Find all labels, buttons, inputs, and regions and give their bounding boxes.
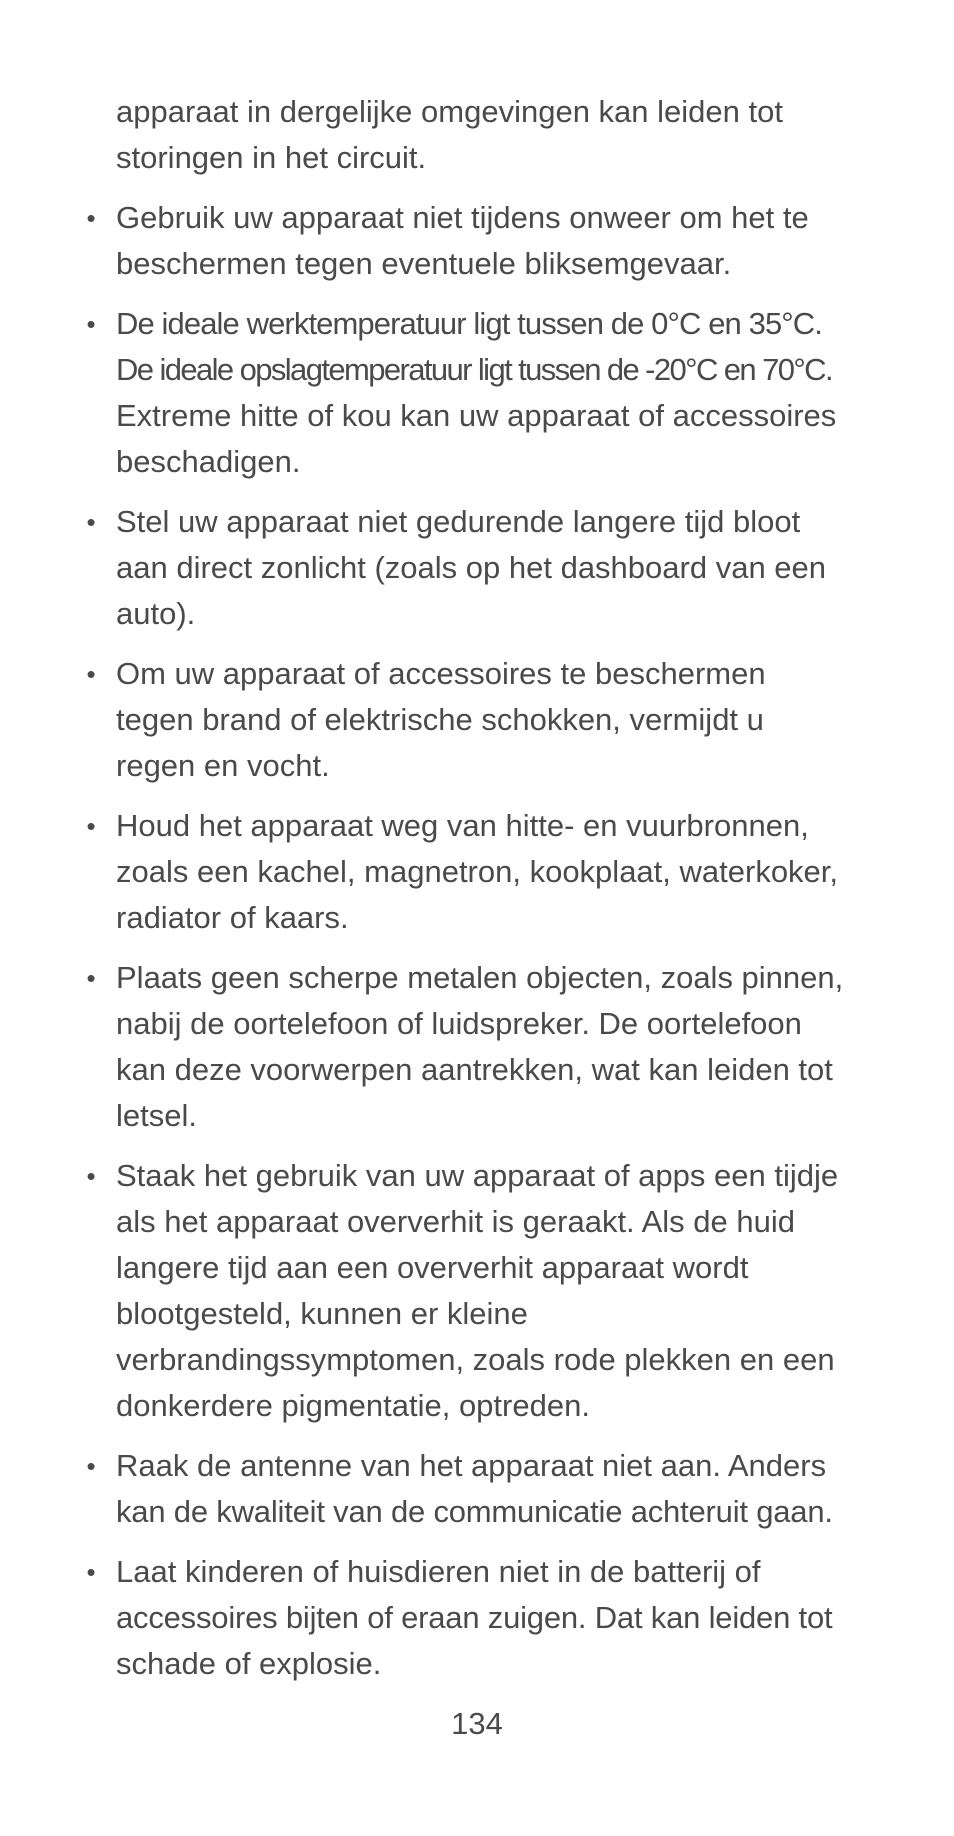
continuation-paragraph bbox=[0, 89, 954, 181]
text-line: kan deze voorwerpen aantrekken, wat kan leiden tot bbox=[116, 1052, 833, 1087]
bullet-icon: • bbox=[86, 963, 96, 993]
bullet-icon: • bbox=[86, 811, 96, 841]
text-line: De ideale opslagtemperatuur ligt tussen de -20°C en 70°C. bbox=[116, 352, 832, 387]
text-line: blootgesteld, kunnen er kleine bbox=[116, 1296, 528, 1331]
text-line: tegen brand of elektrische schokken, vermijdt u bbox=[116, 702, 764, 737]
text-line: Laat kinderen of huisdieren niet in de batterij of bbox=[116, 1554, 761, 1589]
bullet-icon: • bbox=[86, 309, 96, 339]
safety-text bbox=[0, 89, 954, 1701]
text-line: regen en vocht. bbox=[116, 748, 330, 783]
text-line: donkerdere pigmentatie, optreden. bbox=[116, 1388, 590, 1423]
text-line: Om uw apparaat of accessoires te beschermen bbox=[116, 656, 766, 691]
bullet-item-antenna bbox=[0, 1443, 954, 1535]
text-line: Plaats geen scherpe metalen objecten, zoals pinnen, bbox=[116, 960, 844, 995]
text-line: Houd het apparaat weg van hitte- en vuurbronnen, bbox=[116, 808, 809, 843]
bullet-item-overheating bbox=[0, 1153, 954, 1429]
text-line: Extreme hitte of kou kan uw apparaat of accessoires bbox=[116, 398, 837, 433]
text-line: De ideale werktemperatuur ligt tussen de 0°C en 35°C. bbox=[116, 306, 822, 341]
text-line: nabij de oortelefoon of luidspreker. De oortelefoon bbox=[116, 1006, 802, 1041]
text-line: Gebruik uw apparaat niet tijdens onweer om het te bbox=[116, 200, 809, 235]
text-line: radiator of kaars. bbox=[116, 900, 349, 935]
text-line: als het apparaat oververhit is geraakt. Als de huid bbox=[116, 1204, 795, 1239]
bullet-icon: • bbox=[86, 203, 96, 233]
bullet-icon: • bbox=[86, 1161, 96, 1191]
text-line: accessoires bijten of eraan zuigen. Dat kan leiden tot bbox=[116, 1600, 833, 1635]
bullet-item-children-pets bbox=[0, 1549, 954, 1687]
text-line: Staak het gebruik van uw apparaat of apps een tijdje bbox=[116, 1158, 839, 1193]
bullet-item-sunlight bbox=[0, 499, 954, 637]
bullet-icon: • bbox=[86, 507, 96, 537]
bullet-item-metal-objects bbox=[0, 955, 954, 1139]
bullet-item-thunderstorm bbox=[0, 195, 954, 287]
text-line: letsel. bbox=[116, 1098, 197, 1133]
bullet-icon: • bbox=[86, 1557, 96, 1587]
text-line: beschermen tegen eventuele bliksemgevaar. bbox=[116, 246, 732, 281]
bullet-icon: • bbox=[86, 1451, 96, 1481]
text-line: aan direct zonlicht (zoals op het dashboard van een bbox=[116, 550, 827, 585]
text-line: schade of explosie. bbox=[116, 1646, 382, 1681]
text-line: verbrandingssymptomen, zoals rode plekken en een bbox=[116, 1342, 835, 1377]
bullet-item-temperature bbox=[0, 301, 954, 485]
text-line: storingen in het circuit. bbox=[116, 140, 427, 175]
text-line: auto). bbox=[116, 596, 196, 631]
text-line: Stel uw apparaat niet gedurende langere tijd bloot bbox=[116, 504, 801, 539]
text-line: beschadigen. bbox=[116, 444, 301, 479]
page-number: 134 bbox=[451, 1706, 503, 1741]
bullet-icon: • bbox=[86, 659, 96, 689]
text-line: kan de kwaliteit van de communicatie achteruit gaan. bbox=[116, 1494, 833, 1529]
text-line: zoals een kachel, magnetron, kookplaat, waterkoker, bbox=[116, 854, 839, 889]
bullet-item-rain-moisture bbox=[0, 651, 954, 789]
text-line: apparaat in dergelijke omgevingen kan leiden tot bbox=[116, 94, 783, 129]
bullet-item-heat-sources bbox=[0, 803, 954, 941]
text-line: Raak de antenne van het apparaat niet aan. Anders bbox=[116, 1448, 827, 1483]
text-line: langere tijd aan een oververhit apparaat wordt bbox=[116, 1250, 749, 1285]
